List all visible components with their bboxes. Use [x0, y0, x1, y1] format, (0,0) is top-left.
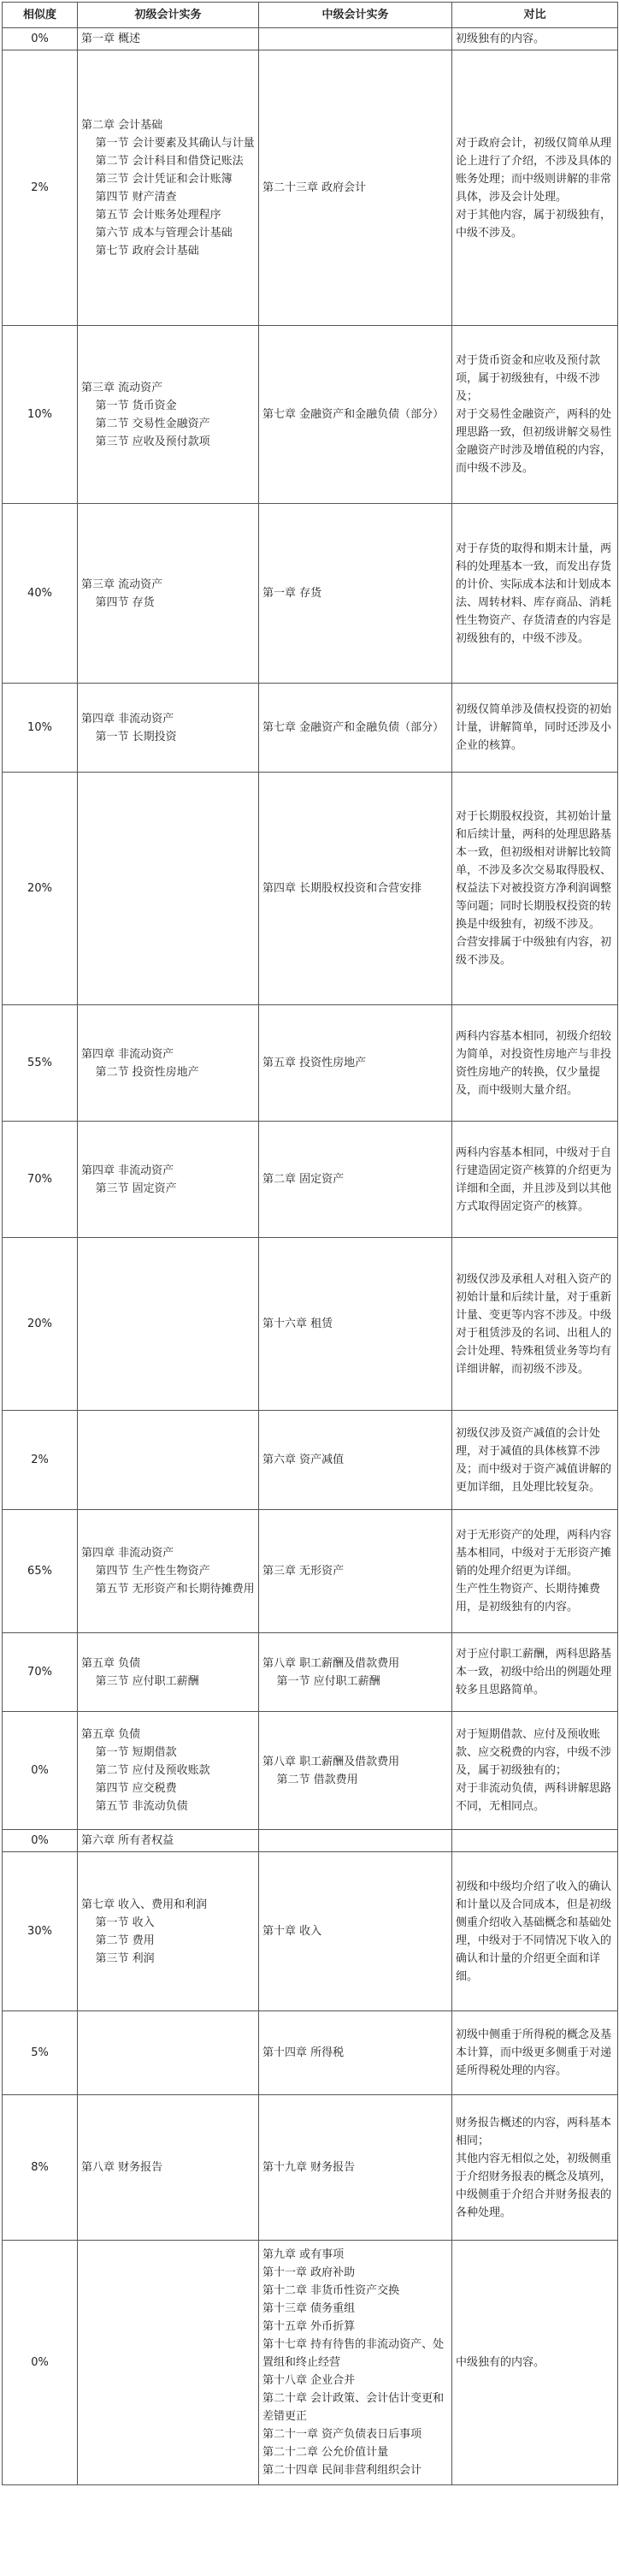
intermediate-line: 第二章 固定资产: [262, 1173, 345, 1186]
intermediate-line: 第十八章 企业合并: [262, 2374, 356, 2387]
comparison-line: 初级中侧重于所得税的概念及基本计算，而中级更多侧重于对递延所得税处理的内容。: [456, 2028, 612, 2077]
junior-line: 第七节 政府会计基础: [81, 244, 199, 258]
intermediate-line: 第十章 收入: [262, 1925, 322, 1938]
intermediate-cell: [259, 1712, 452, 1830]
comparison-cell: [452, 28, 618, 50]
intermediate-line: 第十九章 财务报告: [262, 2161, 356, 2174]
intermediate-cell: [259, 1411, 452, 1510]
intermediate-line: 第一节 应付职工薪酬: [262, 1674, 380, 1688]
junior-line: 第一章 概述: [81, 33, 141, 45]
junior-line: 第一节 短期借款: [81, 1746, 177, 1759]
junior-line: 第一节 长期投资: [81, 730, 177, 743]
intermediate-cell: [259, 504, 452, 684]
table-row: [3, 1122, 618, 1238]
intermediate-line: 第二十一章 资产负债表日后事项: [262, 2428, 422, 2441]
intermediate-cell: [259, 28, 452, 50]
similarity-cell: 70%: [3, 1633, 78, 1712]
comparison-line: 两科内容基本相同，中级对于自行建造固定资产核算的介绍更为详细和全面，并且涉及到以其他方式取得固定资产的核算。: [456, 1146, 612, 1213]
junior-line: 第三章 流动资产: [81, 381, 163, 394]
comparison-cell: [452, 2095, 618, 2241]
intermediate-cell: [259, 2241, 452, 2485]
table-row: [3, 1852, 618, 2011]
comparison-line: 对于应付职工薪酬，两科思路基本一致，初级中给出的例题处理较多且思路简单。: [456, 1648, 612, 1697]
comparison-line: 中级独有的内容。: [456, 2356, 545, 2369]
junior-line: 第二节 费用: [81, 1933, 155, 1947]
junior-line: 第五节 会计账务处理程序: [81, 208, 221, 222]
junior-line: 第三节 固定资产: [81, 1181, 177, 1195]
junior-line: 第三节 应收及预付款项: [81, 435, 210, 448]
similarity-cell: 0%: [3, 1712, 78, 1830]
junior-cell: [78, 773, 259, 1005]
table-row: [3, 1830, 618, 1852]
similarity-cell: 20%: [3, 1238, 78, 1411]
intermediate-line: 第八章 职工薪酬及借款费用: [262, 1656, 400, 1670]
comparison-cell: [452, 684, 618, 773]
similarity-cell: 8%: [3, 2095, 78, 2241]
comparison-line: 对于政府会计，初级仅简单从理论上进行了介绍，不涉及具体的账务处理；而中级则讲解的非常具体，涉及会计处理。: [456, 136, 612, 204]
similarity-cell: 55%: [3, 1005, 78, 1122]
intermediate-line: 第二十三章 政府会计: [262, 181, 367, 194]
comparison-cell: [452, 2011, 618, 2095]
junior-cell: [78, 1712, 259, 1830]
comparison-cell: [452, 1712, 618, 1830]
junior-line: 第四章 非流动资产: [81, 1047, 174, 1061]
junior-cell: [78, 504, 259, 684]
junior-line: 第三节 利润: [81, 1951, 155, 1965]
comparison-line: 初级独有的内容。: [456, 33, 545, 45]
intermediate-cell: [259, 2095, 452, 2241]
comparison-line: 对于交易性金融资产，两科的处理思路一致，但初级讲解交易性金融资产时涉及增值税的内容，而中级不涉及。: [456, 408, 612, 475]
comparison-cell: [452, 50, 618, 326]
junior-line: 第二节 投资性房地产: [81, 1065, 199, 1079]
comparison-cell: [452, 1510, 618, 1633]
junior-line: 第七章 收入、费用和利润: [81, 1898, 208, 1911]
similarity-cell: 30%: [3, 1852, 78, 2011]
header-intermediate-accounting: 中级会计实务: [259, 3, 452, 28]
intermediate-line: 第三章 无形资产: [262, 1565, 345, 1578]
junior-cell: [78, 1122, 259, 1238]
junior-cell: [78, 1633, 259, 1712]
header-similarity: 相似度: [3, 3, 78, 28]
comparison-table: [2, 2, 618, 2485]
similarity-cell: 10%: [3, 684, 78, 773]
comparison-line: 对于短期借款、应付及预收账款、应交税费的内容，中级不涉及，属于初级独有的；: [456, 1728, 612, 1777]
table-row: [3, 773, 618, 1005]
junior-cell: [78, 2095, 259, 2241]
intermediate-line: 第十四章 所得税: [262, 2046, 345, 2059]
table-row: [3, 2011, 618, 2095]
junior-line: 第一节 货币资金: [81, 399, 177, 412]
junior-line: 第五章 负债: [81, 1728, 141, 1741]
junior-line: 第一节 会计要素及其确认与计量: [81, 136, 255, 150]
comparison-line: 合营安排属于中级独有内容，初级不涉及。: [456, 936, 612, 967]
comparison-line: 财务报告概述的内容，两科基本相同；: [456, 2116, 612, 2147]
junior-line: 第一节 收入: [81, 1916, 155, 1929]
junior-cell: [78, 1852, 259, 2011]
similarity-cell: 10%: [3, 326, 78, 504]
junior-cell: [78, 28, 259, 50]
junior-cell: [78, 1005, 259, 1122]
junior-line: 第八章 财务报告: [81, 2161, 163, 2174]
intermediate-cell: [259, 1830, 452, 1852]
junior-line: 第四章 非流动资产: [81, 1547, 174, 1560]
intermediate-cell: [259, 684, 452, 773]
comparison-line: 初级仅涉及资产减值的会计处理，对于减值的具体核算不涉及；而中级对于资产减值讲解的更加详细，且处理比较复杂。: [456, 1426, 612, 1494]
intermediate-line: 第四章 长期股权投资和合营安排: [262, 882, 422, 895]
comparison-line: 对于非流动负债，两科讲解思路不同，无相同点。: [456, 1782, 612, 1813]
intermediate-line: 第十五章 外币折算: [262, 2320, 356, 2333]
comparison-cell: [452, 1238, 618, 1411]
intermediate-cell: [259, 2011, 452, 2095]
similarity-cell: 0%: [3, 28, 78, 50]
intermediate-line: 第七章 金融资产和金融负债（部分）: [262, 408, 445, 421]
intermediate-cell: [259, 1122, 452, 1238]
similarity-cell: 0%: [3, 1830, 78, 1852]
comparison-cell: [452, 1830, 618, 1852]
comparison-cell: [452, 1122, 618, 1238]
comparison-line: 对于其他内容，属于初级独有，中级不涉及。: [456, 208, 612, 240]
comparison-cell: [452, 1005, 618, 1122]
comparison-cell: [452, 773, 618, 1005]
junior-line: 第三节 应付职工薪酬: [81, 1674, 199, 1688]
junior-line: 第四节 生产性生物资产: [81, 1565, 210, 1578]
junior-line: 第四节 存货: [81, 595, 155, 609]
comparison-line: 其他内容无相似之处，初级侧重于介绍财务报表的概念及填列，中级侧重于介绍合并财务报表的各种处理。: [456, 2152, 612, 2219]
intermediate-cell: [259, 1852, 452, 2011]
table-row: [3, 28, 618, 50]
similarity-cell: 5%: [3, 2011, 78, 2095]
table-row: [3, 1712, 618, 1830]
similarity-cell: 0%: [3, 2241, 78, 2485]
intermediate-line: 第二十四章 民间非营利组织会计: [262, 2464, 422, 2477]
junior-line: 第二章 会计基础: [81, 118, 163, 132]
junior-cell: [78, 50, 259, 326]
similarity-cell: 2%: [3, 50, 78, 326]
junior-line: 第六节 成本与管理会计基础: [81, 226, 233, 240]
table-row: [3, 1238, 618, 1411]
table-row: [3, 1005, 618, 1122]
junior-line: 第三章 流动资产: [81, 577, 163, 591]
comparison-cell: [452, 326, 618, 504]
comparison-line: 生产性生物资产、长期待摊费用，是初级独有的内容。: [456, 1583, 601, 1614]
table-row: [3, 2095, 618, 2241]
header-row: [3, 3, 618, 28]
table-row: [3, 1411, 618, 1510]
junior-cell: [78, 2011, 259, 2095]
intermediate-line: 第八章 职工薪酬及借款费用: [262, 1755, 400, 1768]
similarity-cell: 40%: [3, 504, 78, 684]
similarity-cell: 2%: [3, 1411, 78, 1510]
table-row: [3, 1633, 618, 1712]
intermediate-line: 第十七章 持有待售的非流动资产、处置组和终止经营: [262, 2338, 445, 2369]
intermediate-cell: [259, 1005, 452, 1122]
header-junior-accounting: 初级会计实务: [78, 3, 259, 28]
comparison-line: 初级和中级均介绍了收入的确认和计量以及合同成本，但是初级侧重介绍收入基础概念和基础处理，中级对于不同情况下收入的确认和计量的介绍更全面和详细。: [456, 1880, 612, 1983]
junior-line: 第五节 非流动负债: [81, 1800, 188, 1813]
junior-cell: [78, 1238, 259, 1411]
comparison-line: 两科内容基本相同，初级介绍较为简单，对投资性房地产与非投资性房地产的转换，仅少量提及，而中级则大量介绍。: [456, 1029, 612, 1097]
intermediate-cell: [259, 773, 452, 1005]
comparison-cell: [452, 1411, 618, 1510]
junior-line: 第四章 非流动资产: [81, 1164, 174, 1177]
comparison-cell: [452, 504, 618, 684]
comparison-line: 初级仅简单涉及债权投资的初始计量，讲解简单，同时还涉及小企业的核算。: [456, 703, 612, 752]
junior-cell: [78, 326, 259, 504]
comparison-line: 对于存货的取得和期末计量，两科的处理基本一致，而发出存货的计价、实际成本法和计划成本法、周转材料、库存商品、消耗性生物资产、存货清查的内容是初级独有的，中级不涉及。: [456, 542, 612, 645]
comparison-cell: [452, 1852, 618, 2011]
intermediate-line: 第十二章 非货币性资产交换: [262, 2284, 400, 2297]
header-comparison: 对比: [452, 3, 618, 28]
table-row: [3, 2241, 618, 2485]
intermediate-line: 第一章 存货: [262, 587, 322, 600]
junior-line: 第二节 会计科目和借贷记账法: [81, 154, 244, 168]
similarity-cell: 70%: [3, 1122, 78, 1238]
intermediate-line: 第二节 借款费用: [262, 1773, 358, 1786]
junior-line: 第四节 财产清查: [81, 190, 177, 204]
intermediate-line: 第二十章 会计政策、会计估计变更和差错更正: [262, 2392, 445, 2423]
table-row: [3, 684, 618, 773]
junior-line: 第二节 应付及预收账款: [81, 1764, 210, 1777]
table-row: [3, 326, 618, 504]
junior-line: 第六章 所有者权益: [81, 1834, 174, 1847]
similarity-cell: 65%: [3, 1510, 78, 1633]
intermediate-cell: [259, 50, 452, 326]
intermediate-line: 第十一章 政府补助: [262, 2266, 356, 2279]
intermediate-line: 第十三章 债务重组: [262, 2302, 356, 2315]
intermediate-line: 第七章 金融资产和金融负债（部分）: [262, 721, 445, 734]
intermediate-line: 第九章 或有事项: [262, 2248, 345, 2261]
junior-line: 第四节 应交税费: [81, 1782, 177, 1795]
intermediate-line: 第十六章 租赁: [262, 1318, 333, 1330]
table-row: [3, 50, 618, 326]
junior-line: 第五章 负债: [81, 1656, 141, 1670]
comparison-line: 对于长期股权投资，其初始计量和后续计量，两科的处理思路基本一致，但初级相对讲解比较简单，不涉及多次交易取得股权、权益法下对被投资方净利润调整等问题；同时长期股权投资的转换是中级独有，初级不涉及。: [456, 810, 612, 931]
intermediate-cell: [259, 1633, 452, 1712]
comparison-cell: [452, 2241, 618, 2485]
comparison-line: 初级仅涉及承租人对租入资产的初始计量和后续计量，对于重新计量、变更等内容不涉及。中级对于租赁涉及的名词、出租人的会计处理、特殊租赁业务等均有详细讲解，而初级不涉及。: [456, 1272, 612, 1376]
comparison-line: 对于无形资产的处理，两科内容基本相同，中级对于无形资产摊销的处理介绍更为详细。: [456, 1529, 612, 1578]
comparison-cell: [452, 1633, 618, 1712]
similarity-cell: 20%: [3, 773, 78, 1005]
junior-line: 第三节 会计凭证和会计账簿: [81, 172, 233, 186]
intermediate-line: 第六章 资产减值: [262, 1454, 345, 1466]
junior-cell: [78, 684, 259, 773]
intermediate-line: 第二十二章 公允价值计量: [262, 2446, 389, 2459]
junior-cell: [78, 1830, 259, 1852]
table-row: [3, 1510, 618, 1633]
table-row: [3, 504, 618, 684]
comparison-line: 对于货币资金和应收及预付款项，属于初级独有，中级不涉及；: [456, 354, 601, 403]
junior-cell: [78, 2241, 259, 2485]
junior-line: 第五节 无形资产和长期待摊费用: [81, 1583, 255, 1596]
junior-cell: [78, 1411, 259, 1510]
intermediate-line: 第五章 投资性房地产: [262, 1057, 367, 1069]
intermediate-cell: [259, 326, 452, 504]
intermediate-cell: [259, 1510, 452, 1633]
junior-line: 第二节 交易性金融资产: [81, 417, 210, 430]
junior-line: 第四章 非流动资产: [81, 712, 174, 725]
intermediate-cell: [259, 1238, 452, 1411]
junior-cell: [78, 1510, 259, 1633]
